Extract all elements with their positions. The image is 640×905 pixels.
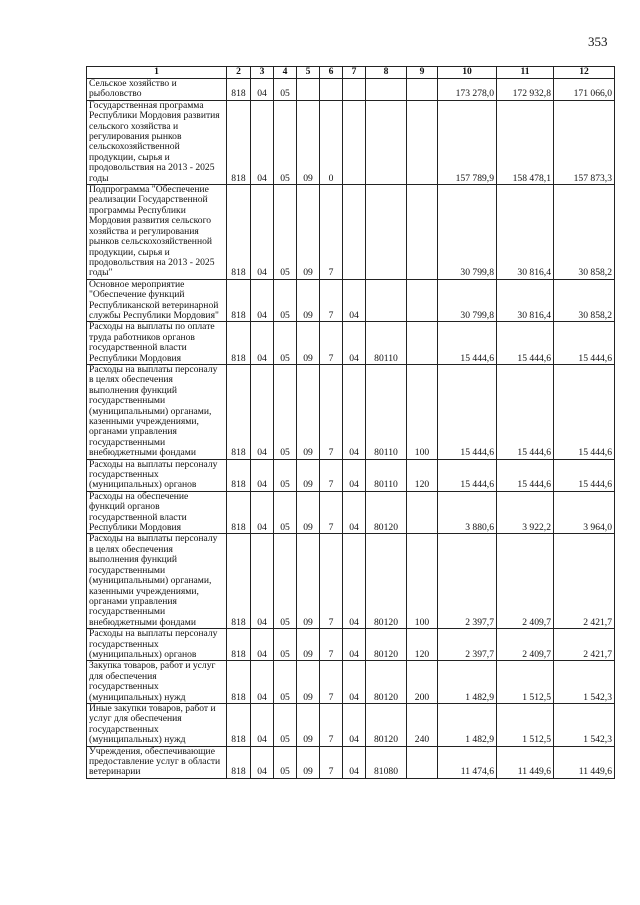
event-code: 04 [343, 322, 366, 365]
admin-code: 818 [227, 661, 251, 704]
subsection-code: 05 [274, 491, 297, 534]
admin-code: 818 [227, 459, 251, 491]
event-code: 04 [343, 629, 366, 661]
admin-code: 818 [227, 491, 251, 534]
amount-2025: 30 858,2 [554, 279, 615, 322]
table-row [87, 491, 615, 534]
type-code [407, 491, 438, 534]
type-code [407, 100, 438, 184]
event-code: 04 [343, 746, 366, 778]
event-code: 04 [343, 364, 366, 459]
amount-2024: 15 444,6 [497, 459, 554, 491]
section-code: 04 [251, 185, 274, 280]
amount-2023: 15 444,6 [438, 459, 497, 491]
type-code: 100 [407, 364, 438, 459]
event-code: 04 [343, 661, 366, 704]
row-label: Расходы на выплаты персоналу государственных (муниципальных) органов [87, 629, 227, 661]
section-code: 04 [251, 629, 274, 661]
admin-code: 818 [227, 746, 251, 778]
subprogram-code: 7 [320, 364, 343, 459]
expense-code: 80120 [366, 629, 407, 661]
admin-code: 818 [227, 79, 251, 101]
amount-2023: 30 799,8 [438, 185, 497, 280]
expense-code: 80110 [366, 364, 407, 459]
amount-2023: 2 397,7 [438, 534, 497, 629]
type-code [407, 322, 438, 365]
table-row [87, 703, 615, 746]
program-code: 09 [297, 661, 320, 704]
column-header: 3 [251, 67, 274, 79]
amount-2025: 2 421,7 [554, 534, 615, 629]
table-row [87, 459, 615, 491]
subsection-code: 05 [274, 322, 297, 365]
row-label: Учреждения, обеспечивающие предоставление услуг в области ветеринарии [87, 746, 227, 778]
subsection-code: 05 [274, 703, 297, 746]
amount-2024: 11 449,6 [497, 746, 554, 778]
subprogram-code: 0 [320, 100, 343, 184]
row-label: Расходы на выплаты по оплате труда работников органов государственной власти Республики Мордовия [87, 322, 227, 365]
section-code: 04 [251, 459, 274, 491]
amount-2025: 2 421,7 [554, 629, 615, 661]
amount-2025: 157 873,3 [554, 100, 615, 184]
column-header: 11 [497, 67, 554, 79]
admin-code: 818 [227, 100, 251, 184]
subprogram-code: 7 [320, 661, 343, 704]
amount-2023: 1 482,9 [438, 703, 497, 746]
amount-2025: 1 542,3 [554, 703, 615, 746]
section-code: 04 [251, 534, 274, 629]
table-row [87, 661, 615, 704]
program-code [297, 79, 320, 101]
expense-code [366, 279, 407, 322]
amount-2023: 15 444,6 [438, 322, 497, 365]
subsection-code: 05 [274, 185, 297, 280]
amount-2025: 3 964,0 [554, 491, 615, 534]
table-row [87, 746, 615, 778]
type-code: 120 [407, 629, 438, 661]
amount-2023: 1 482,9 [438, 661, 497, 704]
type-code: 120 [407, 459, 438, 491]
subprogram-code: 7 [320, 459, 343, 491]
admin-code: 818 [227, 185, 251, 280]
subprogram-code: 7 [320, 629, 343, 661]
type-code [407, 79, 438, 101]
subsection-code: 05 [274, 459, 297, 491]
expense-code: 80110 [366, 459, 407, 491]
table-row [87, 79, 615, 101]
type-code [407, 746, 438, 778]
amount-2024: 172 932,8 [497, 79, 554, 101]
program-code: 09 [297, 100, 320, 184]
column-header: 6 [320, 67, 343, 79]
event-code [343, 100, 366, 184]
event-code [343, 185, 366, 280]
subprogram-code: 7 [320, 322, 343, 365]
column-header: 8 [366, 67, 407, 79]
column-header: 12 [554, 67, 615, 79]
expense-code: 80120 [366, 534, 407, 629]
subsection-code: 05 [274, 79, 297, 101]
section-code: 04 [251, 100, 274, 184]
subsection-code: 05 [274, 661, 297, 704]
subsection-code: 05 [274, 279, 297, 322]
column-header: 7 [343, 67, 366, 79]
expense-code [366, 79, 407, 101]
subsection-code: 05 [274, 364, 297, 459]
column-header: 9 [407, 67, 438, 79]
amount-2024: 30 816,4 [497, 279, 554, 322]
expense-code [366, 100, 407, 184]
subprogram-code: 7 [320, 491, 343, 534]
expense-code: 81080 [366, 746, 407, 778]
amount-2023: 157 789,9 [438, 100, 497, 184]
program-code: 09 [297, 746, 320, 778]
table-row [87, 185, 615, 280]
program-code: 09 [297, 185, 320, 280]
event-code: 04 [343, 534, 366, 629]
section-code: 04 [251, 703, 274, 746]
event-code: 04 [343, 491, 366, 534]
row-label: Государственная программа Республики Мордовия развития сельского хозяйства и регулирования рынков сельскохозяйственной продукции, сырья и продовольствия на 2013 - 2025 годы [87, 100, 227, 184]
table-row [87, 100, 615, 184]
section-code: 04 [251, 746, 274, 778]
row-label: Расходы на выплаты персоналу в целях обеспечения выполнения функций государственными (муниципальными) органами, казенными учреждениями, органами управления государственными внебюджетными фондами [87, 534, 227, 629]
type-code: 240 [407, 703, 438, 746]
program-code: 09 [297, 629, 320, 661]
program-code: 09 [297, 279, 320, 322]
amount-2025: 15 444,6 [554, 322, 615, 365]
subsection-code: 05 [274, 629, 297, 661]
admin-code: 818 [227, 279, 251, 322]
row-label: Расходы на выплаты персоналу в целях обеспечения выполнения функций государственными (муниципальными) органами, казенными учреждениями, органами управления государственными внебюджетными фондами [87, 364, 227, 459]
table-row [87, 629, 615, 661]
table-row [87, 279, 615, 322]
amount-2025: 1 542,3 [554, 661, 615, 704]
subprogram-code: 7 [320, 185, 343, 280]
amount-2025: 11 449,6 [554, 746, 615, 778]
amount-2025: 15 444,6 [554, 459, 615, 491]
event-code: 04 [343, 279, 366, 322]
expense-code: 80110 [366, 322, 407, 365]
column-header: 2 [227, 67, 251, 79]
amount-2023: 173 278,0 [438, 79, 497, 101]
program-code: 09 [297, 459, 320, 491]
amount-2025: 30 858,2 [554, 185, 615, 280]
amount-2024: 30 816,4 [497, 185, 554, 280]
table-row [87, 534, 615, 629]
subprogram-code: 7 [320, 746, 343, 778]
expense-code: 80120 [366, 661, 407, 704]
amount-2024: 1 512,5 [497, 661, 554, 704]
program-code: 09 [297, 534, 320, 629]
program-code: 09 [297, 491, 320, 534]
amount-2025: 15 444,6 [554, 364, 615, 459]
table-row [87, 364, 615, 459]
row-label: Иные закупки товаров, работ и услуг для обеспечения государственных (муниципальных) нужд [87, 703, 227, 746]
amount-2024: 1 512,5 [497, 703, 554, 746]
column-header: 4 [274, 67, 297, 79]
admin-code: 818 [227, 629, 251, 661]
amount-2025: 171 066,0 [554, 79, 615, 101]
admin-code: 818 [227, 703, 251, 746]
row-label: Закупка товаров, работ и услуг для обеспечения государственных (муниципальных) нужд [87, 661, 227, 704]
section-code: 04 [251, 661, 274, 704]
program-code: 09 [297, 364, 320, 459]
amount-2024: 2 409,7 [497, 534, 554, 629]
subsection-code: 05 [274, 746, 297, 778]
type-code: 100 [407, 534, 438, 629]
row-label: Подпрограмма "Обеспечение реализации Государственной программы Республики Мордовия развития сельского хозяйства и регулирования рынков сельскохозяйственной продукции, сырья и продовольствия на 2013 - 2025 годы" [87, 185, 227, 280]
admin-code: 818 [227, 364, 251, 459]
section-code: 04 [251, 491, 274, 534]
amount-2023: 3 880,6 [438, 491, 497, 534]
column-header: 1 [87, 67, 227, 79]
event-code: 04 [343, 703, 366, 746]
row-label: Расходы на выплаты персоналу государственных (муниципальных) органов [87, 459, 227, 491]
section-code: 04 [251, 322, 274, 365]
amount-2024: 15 444,6 [497, 322, 554, 365]
table-row [87, 322, 615, 365]
event-code: 04 [343, 459, 366, 491]
subprogram-code: 7 [320, 703, 343, 746]
amount-2024: 3 922,2 [497, 491, 554, 534]
amount-2024: 2 409,7 [497, 629, 554, 661]
subprogram-code: 7 [320, 534, 343, 629]
column-header: 5 [297, 67, 320, 79]
amount-2024: 15 444,6 [497, 364, 554, 459]
page-number: 353 [588, 34, 608, 49]
program-code: 09 [297, 703, 320, 746]
expense-code: 80120 [366, 491, 407, 534]
row-label: Расходы на обеспечение функций органов государственной власти Республики Мордовия [87, 491, 227, 534]
event-code [343, 79, 366, 101]
subsection-code: 05 [274, 534, 297, 629]
expense-code [366, 185, 407, 280]
type-code: 200 [407, 661, 438, 704]
amount-2023: 2 397,7 [438, 629, 497, 661]
budget-table [86, 66, 615, 779]
amount-2024: 158 478,1 [497, 100, 554, 184]
section-code: 04 [251, 279, 274, 322]
subsection-code: 05 [274, 100, 297, 184]
type-code [407, 279, 438, 322]
row-label: Сельское хозяйство и рыболовство [87, 79, 227, 101]
amount-2023: 30 799,8 [438, 279, 497, 322]
section-code: 04 [251, 79, 274, 101]
column-header: 10 [438, 67, 497, 79]
section-code: 04 [251, 364, 274, 459]
subprogram-code [320, 79, 343, 101]
admin-code: 818 [227, 322, 251, 365]
program-code: 09 [297, 322, 320, 365]
type-code [407, 185, 438, 280]
expense-code: 80120 [366, 703, 407, 746]
amount-2023: 11 474,6 [438, 746, 497, 778]
admin-code: 818 [227, 534, 251, 629]
amount-2023: 15 444,6 [438, 364, 497, 459]
header-row [87, 67, 615, 79]
row-label: Основное мероприятие "Обеспечение функций Республиканской ветеринарной службы Республики Мордовия" [87, 279, 227, 322]
subprogram-code: 7 [320, 279, 343, 322]
